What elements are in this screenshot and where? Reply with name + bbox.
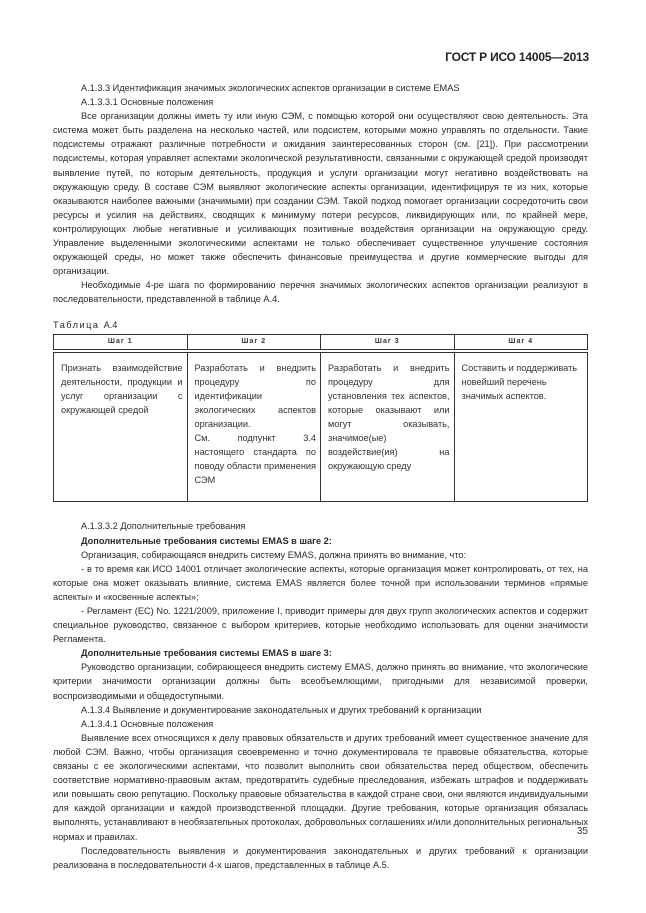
table-cell-step-2 (187, 351, 321, 502)
section-heading: А.1.3.3 Идентификация значимых экологических аспектов организации в системе EMAS (81, 83, 460, 93)
table-header-step-2: Шаг 2 (187, 334, 321, 351)
table-cell-step-1: Признать взаимодействие деятельности, продукции и услуг организации с окружающей средой (54, 351, 188, 502)
table-header-step-3: Шаг 3 (321, 334, 455, 351)
table-cell-step-4: Составить и поддерживать новейший перечень значимых аспектов. (454, 351, 588, 502)
steps-table (53, 334, 588, 503)
table-caption-word: Таблица (53, 319, 100, 330)
paragraph: Выявление всех относящихся к делу правовых обязательств и других требований имеет существенное значение для любой СЭМ. Важно, чтобы организация своевременно и точно документировала те правовые обязательства, которые связаны с ее экологическими аспектами, что позволит выполнить свои обязательства перед обществом, обеспечить соответствие нормативно-правовым актам, предотвратить судебные преследования, избежать штрафов и поддерживать или повышать свою репутацию. Поскольку правовые обязательства в каждой стране свои, они являются индивидуальными для каждой организации и каждой производственной площадки. Другие требования, которые организация обязалась выполнять, устанавливают в необязательных протоколах, добровольных соглашениях и/или дополнительных региональных нормах и правилах. (53, 732, 588, 842)
table-caption-number: А.4 (103, 319, 118, 330)
table-caption (53, 318, 588, 332)
table-cell-step-3: Разработать и внедрить процедуру для установления тех аспектов, которые оказывают или могут оказывать, значимое(ые) воздействие(ия) на окружающую среду (321, 351, 455, 502)
section-subheading: А.1.3.3.1 Основные положения (81, 97, 214, 108)
page-number: 35 (576, 826, 588, 837)
additional-heading: А.1.3.3.2 Дополнительные требования (81, 521, 246, 532)
table-header-row (54, 334, 588, 351)
page-content (53, 81, 588, 872)
step2-item-1: - в то время как ИСО 14001 отличает экологические аспекты, которые организация может контролировать, от тех, на которые она может оказывать влияние, система EMAS является более точной при использовании терминов «прямые аспекты» и «косвенные аспекты»; (53, 563, 588, 602)
step2-item-2: - Регламент (ЕС) No. 1221/2009, приложение I, приводит примеры для двух групп экологических аспектов и содержит специальное руководство, связанное с выбором критериев, которые необходимо использовать для оценки значимости Регламента. (53, 606, 588, 645)
table-header-step-1: Шаг 1 (54, 334, 188, 351)
step2-intro: Организация, собирающаяся внедрить систему EMAS, должна принять во внимание, что: (81, 549, 467, 560)
table-cell-step-2-note: См. подпункт 3.4 настоящего стандарта по поводу области применения СЭМ (194, 433, 316, 486)
table-cell-step-2-text: Разработать и внедрить процедуру по идентификации экологических аспектов организации. (194, 362, 316, 429)
table-header-step-4: Шаг 4 (454, 334, 588, 351)
section2-subheading: А.1.3.4.1 Основные положения (81, 718, 214, 729)
paragraph: Последовательность выявления и документирования законодательных и других требований к организации реализована в последовательности 4-х шагов, представленных в таблице А.5. (53, 845, 588, 870)
step3-title: Дополнительные требования системы EMAS в шаге 3: (81, 648, 332, 659)
document-code: ГОСТ Р ИСО 14005—2013 (445, 50, 589, 64)
step3-text: Руководство организации, собирающееся внедрить систему EMAS, должно принять во внимание, что экологические критерии значимости организации должны быть всеобъемлющими, пригодными для независимой проверки, воспроизводимыми и общедоступными. (53, 662, 588, 701)
paragraph: Все организации должны иметь ту или иную СЭМ, с помощью которой они осуществляют свою деятельность. Эта система может быть разделена на несколько частей, или подсистем, которыми можно управлять по отдельности. Такие подсистемы отражают различные потребности и ожидания заинтересованных сторон (см. [21]). При рассмотрении подсистемы, которая управляет аспектами экологической результативности, связанными с окружающей средой производят выявление путей, по которым деятельность, продукция и услуги организации могут негативно воздействовать на окружающую среду. В составе СЭМ выявляют экологические аспекты организации, идентифицируя те из них, которые оказываются наиболее важными (значимыми) при создании СЭМ. Такой подход помогает организации сосредоточить свои ресурсы и усилия на действиях, сводящих к минимуму потери ресурсов, ликвидирующих или, по крайней мере, контролирующих любые негативные и усиливающих позитивные воздействия организации на окружающую среду. Управление выделенными экологическими аспектами не только обеспечивает существенное улучшение состояния окружающей среды, но может также обеспечить финансовые преимущества и другие коммерческие выгоды для организации. (53, 111, 588, 277)
paragraph: Необходимые 4-ре шага по формированию перечня значимых экологических аспектов организации реализуют в последовательности, представленной в таблице А.4. (53, 280, 588, 305)
table-row (54, 351, 588, 502)
step2-title: Дополнительные требования системы EMAS в шаге 2: (81, 535, 332, 546)
section2-heading: А.1.3.4 Выявление и документирование законодательных и других требований к организации (81, 704, 482, 715)
